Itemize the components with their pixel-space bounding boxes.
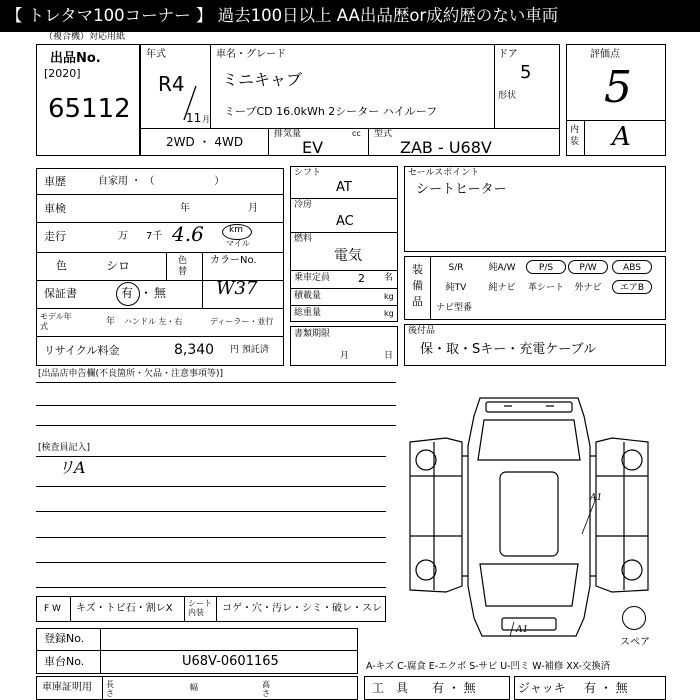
name-label: 車名・グレード (216, 49, 286, 60)
spare-tire-circle (622, 606, 646, 630)
fuel-value: 電気 (334, 248, 362, 264)
warranty-yes: 有 (121, 286, 134, 300)
history-label: 車歴 (44, 175, 66, 188)
color-value: シロ (106, 259, 131, 273)
lot-number: 65112 (48, 94, 131, 124)
year-month: 11 (186, 111, 202, 125)
sales-point-label: セールスポイント (408, 168, 480, 178)
seller-notes-label: [出品店申告欄(不良箇所・欠品・注意事項等)] (38, 369, 224, 379)
mileage-mile: マイル (226, 239, 250, 248)
color-no-label: カラーNo. (210, 255, 257, 266)
score-value: 5 (604, 62, 632, 113)
warranty-label: 保証書 (44, 287, 77, 300)
jack-value: 有 ・ 無 (584, 681, 628, 695)
year-label: 年式 (146, 49, 166, 60)
inspection-label: 車検 (44, 202, 66, 215)
registration-label: 登録No. (44, 632, 85, 645)
aircon-label: 冷房 (294, 200, 313, 210)
gross-unit: kg (384, 309, 394, 318)
header-note: （複合機）対応用紙 (44, 32, 126, 42)
navi-label: ナビ型番 (436, 303, 473, 313)
displacement-unit: cc (352, 129, 361, 138)
seat-label: シート内装 (188, 599, 212, 617)
chassis-value: U68V-0601165 (182, 654, 279, 669)
doors-value: 5 (520, 62, 532, 83)
warranty-sep: ・ (140, 286, 153, 300)
interior-value: A (612, 122, 631, 152)
equipment-option: エアB (612, 280, 652, 294)
diagram-mark-rear: A1 (516, 625, 529, 635)
recycle-value: 8,340 (174, 342, 215, 358)
sales-point-box (404, 166, 666, 252)
diagram-mark-right: A1 (590, 493, 603, 503)
aftermarket-value: 保・取・Sキー・充電ケーブル (420, 342, 597, 357)
inspector-note: リA (58, 458, 86, 477)
inspection-year: 年 (180, 203, 190, 214)
drive-value: 2WD ・ 4WD (166, 135, 244, 149)
mileage-man: 万 (118, 231, 128, 242)
load-label: 積載量 (294, 291, 322, 301)
docs-day: 日 (384, 351, 394, 361)
inspector-label: [検査員記入] (38, 443, 91, 453)
cert-label: 車庫証明用 (42, 682, 92, 693)
docs-month: 月 (340, 351, 350, 361)
cert-width: 幅 (190, 683, 198, 692)
tools-label: 工 具 (372, 681, 409, 695)
model-name: ミニキャブ (222, 70, 303, 89)
equipment-option: S/R (448, 263, 464, 273)
grade-name: ミーブCD 16.0kWh 2シーター ハイルーフ (224, 105, 438, 118)
sales-point-value: シートヒーター (416, 182, 507, 197)
mileage-sen: 7千 (146, 231, 163, 242)
fw-label: F W (44, 604, 61, 614)
recycle-label: リサイクル料金 (44, 344, 120, 357)
equipment-option: 革シート (527, 283, 564, 293)
equipment-option: P/S (526, 260, 566, 274)
chassis-label: 車台No. (44, 655, 85, 668)
lot-label: 出品No. (50, 51, 101, 66)
recycle-unit: 円 預託済 (230, 345, 269, 355)
type-label: 型式 (374, 129, 393, 139)
inspection-month: 月 (248, 203, 258, 214)
equipment-label: 装備品 (412, 263, 423, 308)
score-label: 評価点 (590, 49, 620, 60)
year-slash (180, 84, 200, 124)
capacity-unit: 名 (384, 273, 394, 283)
mileage-label: 走行 (44, 230, 66, 243)
color-label: 色 (56, 259, 67, 272)
aircon-value: AC (336, 214, 354, 229)
car-damage-diagram (404, 386, 654, 646)
shift-label: シフト (294, 168, 322, 178)
model-year-dealer: ディーラー・並行 (210, 317, 274, 326)
shift-value: AT (336, 180, 352, 195)
jack-label: ジャッキ (518, 681, 566, 695)
aftermarket-label: 後付品 (408, 326, 436, 336)
load-unit: kg (384, 292, 394, 301)
color-no-value: W37 (216, 278, 258, 299)
model-year-handle: ハンドル 左・右 (124, 317, 183, 326)
shape-label: 形状 (498, 91, 517, 101)
tools-value: 有 ・ 無 (432, 681, 476, 695)
capacity-label: 乗車定員 (294, 273, 331, 283)
fw-items: キズ・トビ石・割レX (76, 603, 173, 614)
fuel-label: 燃料 (294, 234, 313, 244)
model-year-label: モデル年式 (40, 312, 72, 331)
displacement-label: 排気量 (274, 129, 302, 139)
seat-items: コゲ・穴・汚レ・シミ・破レ・スレ (222, 603, 382, 614)
equipment-option: 純ナビ (488, 283, 516, 293)
displacement-value: EV (302, 138, 324, 157)
equipment-option: 純A/W (488, 263, 516, 273)
model-year-year: 年 (106, 317, 116, 327)
equipment-option: ABS (612, 260, 652, 274)
equipment-option: 外ナビ (574, 283, 602, 293)
equipment-option: 純TV (445, 283, 467, 293)
warranty-no: 無 (154, 286, 167, 300)
docs-label: 書類期限 (294, 329, 331, 339)
equipment-option: P/W (568, 260, 608, 274)
mileage-km: km (229, 225, 243, 235)
gross-label: 総重量 (294, 308, 322, 318)
lot-year-tag: [2020] (44, 67, 81, 80)
color-repaint: 色替 (178, 256, 188, 277)
doors-label: ドア (498, 49, 518, 60)
history-value: 自家用 ・ （ ） (98, 176, 225, 187)
cert-length: 長さ (106, 680, 114, 698)
capacity-value: 2 (358, 272, 365, 285)
banner-text: 【 トレタマ100コーナー 】 過去100日以上 AA出品歴or成約歴のない車両 (6, 6, 559, 25)
mileage-written: 4.6 (172, 222, 204, 246)
cert-height: 高さ (262, 680, 270, 698)
interior-label: 内装 (570, 125, 580, 147)
year-month-unit: 月 (202, 115, 210, 124)
damage-legend: A-キズ C-腐食 E-エクボ S-サビ U-凹ミ W-補修 XX-交換済 (366, 661, 611, 672)
type-value: ZAB - U68V (400, 138, 492, 157)
spare-label: スペア (620, 637, 650, 648)
year-value: R4 (158, 72, 185, 96)
